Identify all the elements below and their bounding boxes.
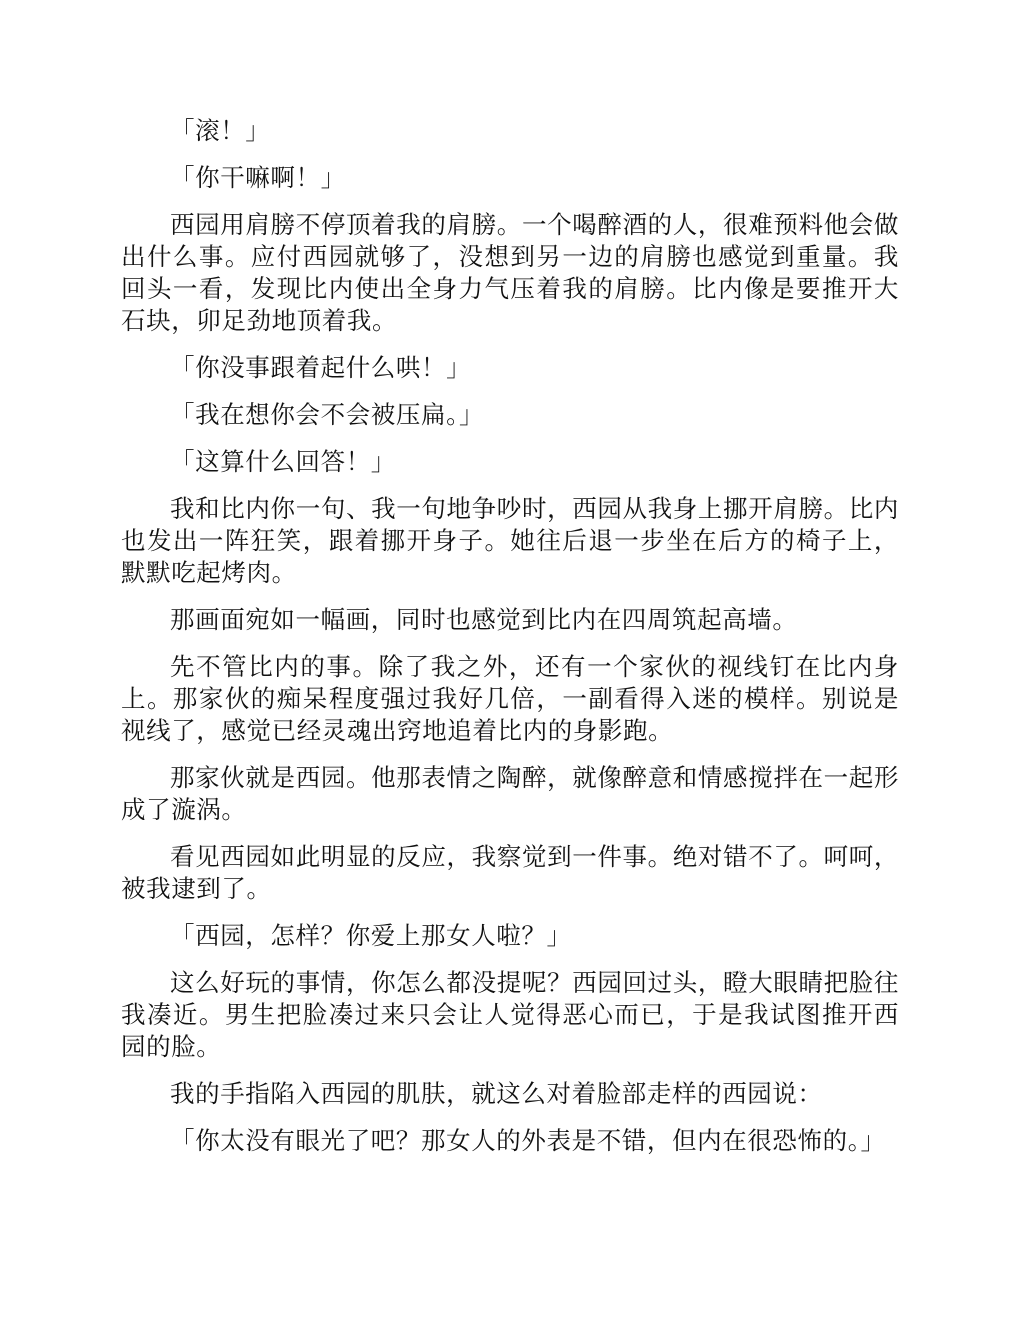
narrative-paragraph: 先不管比内的事。除了我之外，还有一个家伙的视线钉在比内身上。那家伙的痴呆程度强过我好几倍，一副看得入迷的模样。别说是视线了，感觉已经灵魂出窍地追着比内的身影跑。 bbox=[121, 652, 899, 745]
narrative-paragraph: 看见西园如此明显的反应，我察觉到一件事。绝对错不了。呵呵，被我逮到了。 bbox=[121, 842, 899, 903]
dialogue-line: 「你没事跟着起什么哄！」 bbox=[170, 353, 472, 382]
narrative-paragraph: 西园用肩膀不停顶着我的肩膀。一个喝醉酒的人，很难预料他会做出什么事。应付西园就够了，没想到另一边的肩膀也感觉到重量。我回头一看，发现比内使出全身力气压着我的肩膀。比内像是要推开大石块，卯足劲地顶着我。 bbox=[121, 210, 899, 335]
narrative-paragraph: 我和比内你一句、我一句地争吵时，西园从我身上挪开肩膀。比内也发出一阵狂笑，跟着挪开身子。她往后退一步坐在后方的椅子上，默默吃起烤肉。 bbox=[121, 494, 899, 587]
dialogue-line: 「这算什么回答！」 bbox=[170, 447, 396, 476]
dialogue-line: 「我在想你会不会被压扁。」 bbox=[170, 400, 485, 429]
narrative-paragraph: 这么好玩的事情，你怎么都没提呢？西园回过头，瞪大眼睛把脸往我凑近。男生把脸凑过来只会让人觉得恶心而已，于是我试图推开西园的脸。 bbox=[121, 968, 899, 1061]
dialogue-line: 「西园，怎样？你爱上那女人啦？」 bbox=[170, 921, 572, 950]
narrative-paragraph: 那画面宛如一幅画，同时也感觉到比内在四周筑起高墙。 bbox=[170, 605, 798, 634]
narrative-paragraph: 那家伙就是西园。他那表情之陶醉，就像醉意和情感搅拌在一起形成了漩涡。 bbox=[121, 763, 899, 824]
novel-page bbox=[121, 115, 899, 1172]
narrative-paragraph: 我的手指陷入西园的肌肤，就这么对着脸部走样的西园说： bbox=[170, 1079, 823, 1108]
dialogue-line: 「滚！」 bbox=[170, 116, 271, 145]
dialogue-line: 「你太没有眼光了吧？那女人的外表是不错，但内在很恐怖的。」 bbox=[170, 1126, 886, 1155]
dialogue-line: 「你干嘛啊！」 bbox=[170, 163, 346, 192]
